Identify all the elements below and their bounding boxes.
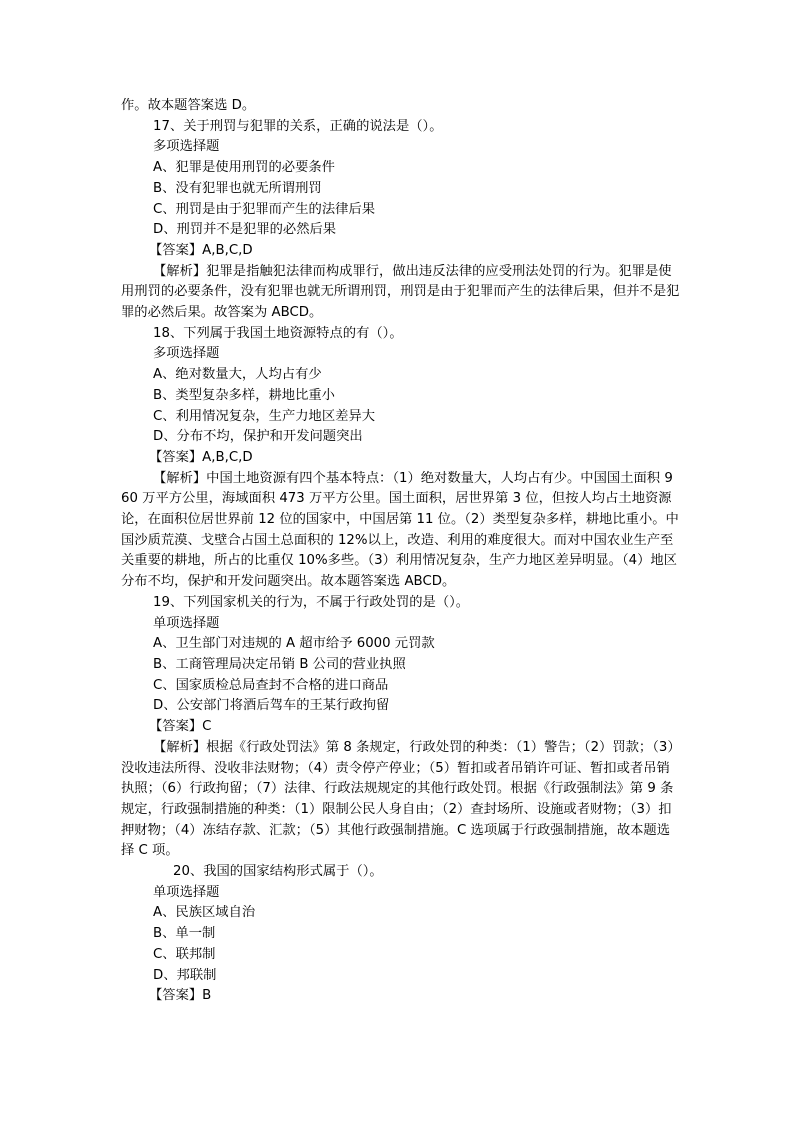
question-19-option-d: D、公安部门将酒后驾车的王某行政拘留: [153, 698, 390, 714]
question-19-option-c: C、国家质检总局查封不合格的进口商品: [153, 677, 389, 693]
question-18-type: 多项选择题: [153, 346, 220, 362]
question-18-option-d: D、分布不均，保护和开发问题突出: [153, 429, 363, 445]
question-20-type: 单项选择题: [153, 884, 220, 900]
question-18-answer: 【答案】A,B,C,D: [149, 449, 253, 465]
question-17-analysis: 【解析】犯罪是指触犯法律而构成罪行，做出违反法律的应受刑法处罚的行为。犯罪是使用刑罚的必要条件，没有犯罪也就无所谓刑罚，刑罚是由于犯罪而产生的法律后果，但并不是犯罪的必然后果。故答案为 ABCD。: [121, 263, 680, 321]
intro-line: 作。故本题答案选 D。: [121, 98, 256, 113]
question-18-option-a: A、绝对数量大，人均占有少: [153, 367, 322, 383]
question-17-option-b: B、没有犯罪也就无所谓刑罚: [153, 180, 322, 196]
question-18-option-b: B、类型复杂多样，耕地比重小: [153, 387, 335, 403]
question-18-analysis: 【解析】中国土地资源有四个基本特点：（1）绝对数量大，人均占有少。中国国土面积 960 万平方公里，海域面积 473 万平方公里。国土面积，居世界第 3 位，但按人均占土地资源论，在面积位居世界前 12 位的国家中，中国居第 11 位。（2）类型复杂多样，耕地比重小。中国沙质荒漠、戈壁合占国土总面积的 12%以上，改造、利用的难度很大。而对中国农业生产至关重要的耕地，所占的比重仅 10%多些。（3）利用情况复杂，生产力地区差异明显。（4）地区分布不均，保护和开发问题突出。故本题答案选 ABCD。: [121, 470, 679, 590]
question-20-answer: 【答案】B: [149, 988, 212, 1004]
question-18-option-c: C、利用情况复杂，生产力地区差异大: [153, 408, 376, 424]
question-19-option-b: B、工商管理局决定吊销 B 公司的营业执照: [153, 656, 406, 672]
question-18-text: 18、下列属于我国土地资源特点的有（）。: [153, 325, 403, 341]
question-19-text: 19、下列国家机关的行为，不属于行政处罚的是（）。: [153, 594, 470, 610]
question-17-option-a: A、犯罪是使用刑罚的必要条件: [153, 160, 335, 176]
question-20-option-c: C、联邦制: [153, 946, 216, 962]
question-20-option-b: B、单一制: [153, 926, 216, 942]
question-19-type: 单项选择题: [153, 615, 220, 631]
question-19-analysis: 【解析】根据《行政处罚法》第 8 条规定，行政处罚的种类：（1）警告；（2）罚款；（3）没收违法所得、没收非法财物；（4）责令停产停业；（5）暂扣或者吊销许可证、暂扣或者吊销执照；（6）行政拘留；（7）法律、行政法规规定的其他行政处罚。根据《行政强制法》第 9 条规定，行政强制措施的种类：（1）限制公民人身自由；（2）查封场所、设施或者财物；（3）扣押财物；（4）冻结存款、汇款；（5）其他行政强制措施。C 选项属于行政强制措施，故本题选择 C 项。: [121, 739, 681, 859]
question-20-option-d: D、邦联制: [153, 967, 217, 983]
document-page: [121, 96, 681, 1007]
question-20-text: 20、我国的国家结构形式属于（）。: [173, 864, 383, 880]
question-20-option-a: A、民族区域自治: [153, 905, 256, 921]
question-17-option-d: D、刑罚并不是犯罪的必然后果: [153, 222, 337, 238]
question-19-answer: 【答案】C: [149, 719, 212, 735]
question-19-option-a: A、卫生部门对违规的 A 超市给予 6000 元罚款: [153, 636, 435, 652]
question-17-answer: 【答案】A,B,C,D: [149, 242, 253, 258]
question-17-type: 多项选择题: [153, 139, 220, 155]
question-17-option-c: C、刑罚是由于犯罪而产生的法律后果: [153, 201, 376, 217]
question-17-text: 17、关于刑罚与犯罪的关系，正确的说法是（）。: [153, 118, 443, 134]
